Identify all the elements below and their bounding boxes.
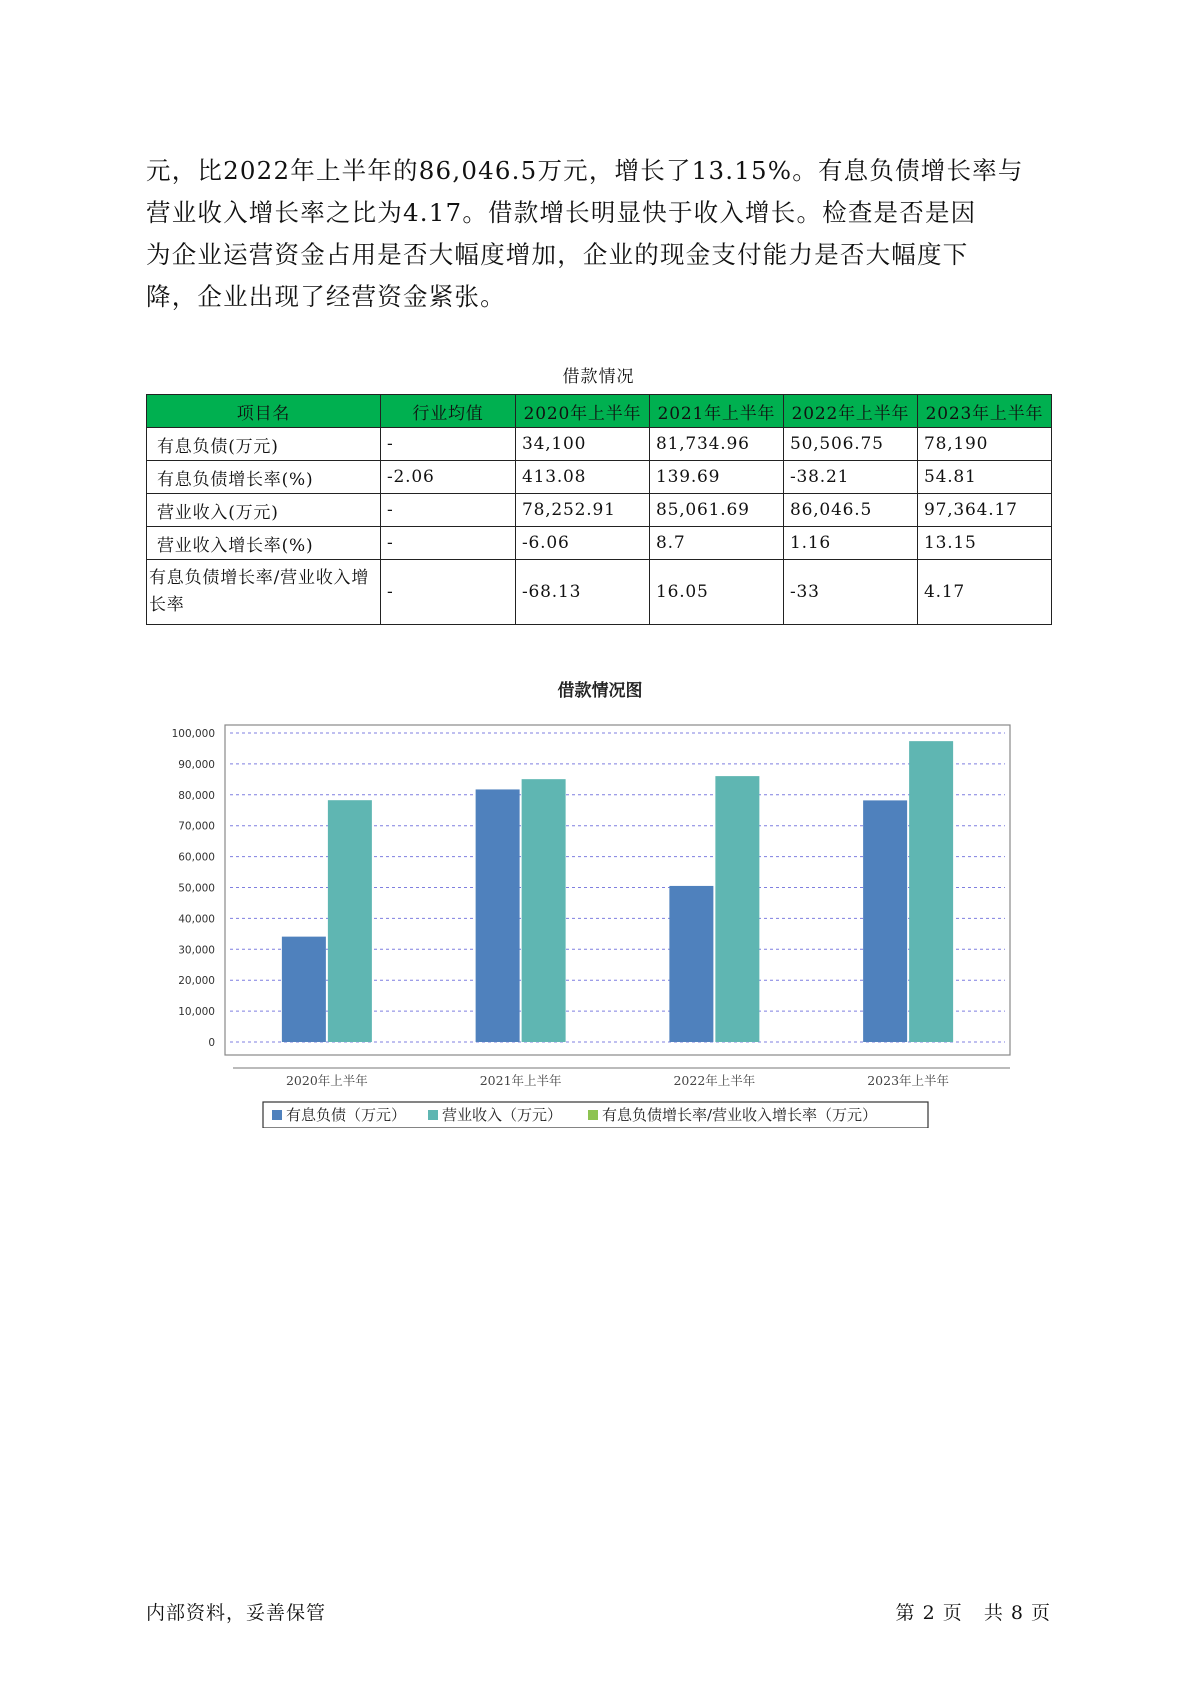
- y-tick-label: 80,000: [178, 789, 215, 802]
- loan-chart: [150, 668, 1030, 1128]
- table-cell: -: [381, 527, 516, 560]
- footer-left-text: 内部资料，妥善保管: [146, 1602, 327, 1624]
- table-cell: 81,734.96: [650, 428, 784, 461]
- y-tick-label: 90,000: [178, 758, 215, 771]
- table-cell: 78,190: [918, 428, 1052, 461]
- y-tick-label: 0: [208, 1037, 215, 1049]
- table-cell: 78,252.91: [516, 494, 650, 527]
- legend-label: 有息负债（万元）: [286, 1106, 407, 1124]
- loan-table: [146, 394, 1052, 625]
- bar: [909, 741, 953, 1042]
- table-cell: -: [381, 560, 516, 625]
- y-tick-label: 20,000: [178, 975, 215, 988]
- paragraph-line: 营业收入增长率之比为4.17。借款增长明显快于收入增长。检查是否是因: [146, 198, 977, 227]
- table-cell: -: [381, 428, 516, 461]
- y-tick-label: 60,000: [178, 851, 215, 864]
- x-tick-label: 2022年上半年: [673, 1073, 756, 1088]
- bar: [282, 937, 326, 1042]
- legend-label: 有息负债增长率/营业收入增长率（万元）: [602, 1106, 878, 1124]
- table-row: [147, 428, 1052, 461]
- bar: [328, 800, 372, 1042]
- column-header: 2021年上半年: [650, 395, 784, 428]
- table-cell: 营业收入增长率(%): [147, 527, 381, 560]
- x-tick-label: 2023年上半年: [867, 1073, 950, 1088]
- y-tick-label: 100,000: [171, 728, 215, 740]
- table-cell: 有息负债增长率/营业收入增长率: [147, 560, 381, 625]
- bar: [715, 776, 759, 1042]
- table-cell: -: [381, 494, 516, 527]
- table-cell: 4.17: [918, 560, 1052, 625]
- table-cell: 139.69: [650, 461, 784, 494]
- table-cell: 54.81: [918, 461, 1052, 494]
- table-header-row: [147, 395, 1052, 428]
- table-cell: -6.06: [516, 527, 650, 560]
- y-tick-label: 30,000: [178, 944, 215, 957]
- legend-swatch: [272, 1110, 282, 1120]
- table-row: [147, 527, 1052, 560]
- table-cell: 97,364.17: [918, 494, 1052, 527]
- bar: [863, 800, 907, 1042]
- footer-page-number: 第 2 页 共 8 页: [895, 1602, 1051, 1624]
- y-tick-label: 50,000: [178, 882, 215, 895]
- column-header: 2020年上半年: [516, 395, 650, 428]
- paragraph-line: 降，企业出现了经营资金紧张。: [146, 282, 506, 311]
- table-row: [147, 494, 1052, 527]
- legend-swatch: [588, 1110, 598, 1120]
- table-cell: 营业收入(万元): [147, 494, 381, 527]
- table-cell: -38.21: [784, 461, 918, 494]
- table-cell: 85,061.69: [650, 494, 784, 527]
- y-tick-label: 10,000: [178, 1006, 215, 1019]
- table-caption: 借款情况: [562, 367, 635, 387]
- table-cell: 1.16: [784, 527, 918, 560]
- table-cell: -68.13: [516, 560, 650, 625]
- table-cell: 8.7: [650, 527, 784, 560]
- paragraph-line: 为企业运营资金占用是否大幅度增加，企业的现金支付能力是否大幅度下: [146, 240, 969, 269]
- y-tick-label: 40,000: [178, 913, 215, 926]
- x-tick-label: 2020年上半年: [285, 1073, 368, 1088]
- table-cell: 13.15: [918, 527, 1052, 560]
- y-tick-label: 70,000: [178, 820, 215, 833]
- table-cell: 34,100: [516, 428, 650, 461]
- bar: [522, 779, 566, 1042]
- body-paragraph: [146, 150, 1051, 318]
- column-header: 行业均值: [381, 395, 516, 428]
- legend-label: 营业收入（万元）: [442, 1106, 563, 1124]
- table-row: [147, 461, 1052, 494]
- table-cell: -33: [784, 560, 918, 625]
- table-cell: 有息负债(万元): [147, 428, 381, 461]
- column-header: 2023年上半年: [918, 395, 1052, 428]
- table-cell: 有息负债增长率(%): [147, 461, 381, 494]
- table-cell: -2.06: [381, 461, 516, 494]
- chart-svg: [150, 668, 1030, 1128]
- paragraph-line: 元，比2022年上半年的86,046.5万元，增长了13.15%。有息负债增长率与: [146, 156, 1024, 185]
- legend-swatch: [428, 1110, 438, 1120]
- table-cell: 50,506.75: [784, 428, 918, 461]
- bar: [476, 789, 520, 1042]
- column-header: 项目名: [147, 395, 381, 428]
- bar: [669, 886, 713, 1042]
- table-cell: 16.05: [650, 560, 784, 625]
- chart-title: 借款情况图: [557, 681, 643, 701]
- column-header: 2022年上半年: [784, 395, 918, 428]
- x-tick-label: 2021年上半年: [479, 1073, 562, 1088]
- table-cell: 86,046.5: [784, 494, 918, 527]
- table-cell: 413.08: [516, 461, 650, 494]
- table-row: [147, 560, 1052, 625]
